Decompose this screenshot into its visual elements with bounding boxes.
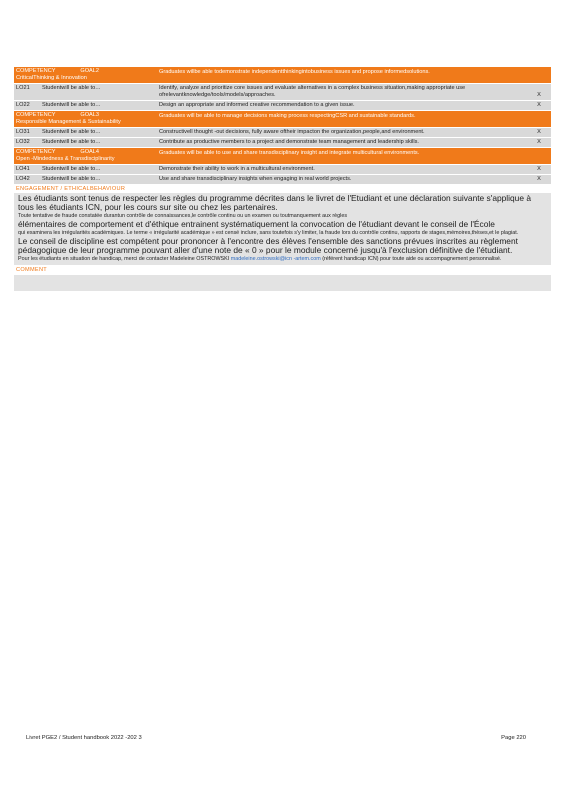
- goal-statement: Graduates willbe able todemonstrate independentthinkingintobusiness issues and propose informedsolutions.: [159, 69, 430, 75]
- comment-heading: COMMENT: [16, 267, 47, 274]
- contact-text: Pour les étudiants en situation de handicap, merci de contacter Madeleine OSTROWSKI: [18, 256, 230, 263]
- outcome-subject: Studentwill be able to…: [42, 175, 101, 182]
- contact-email-link[interactable]: madeleine.ostrowski@icn -artem.com: [230, 256, 321, 263]
- goal-header: [14, 67, 157, 83]
- outcome-text: Identify, analyze and prioritize core issues and evaluate alternatives in a complex business situation,making appropriate use ofrelevantknowledge/tools/models/approaches.: [159, 84, 466, 98]
- outcome-label: [14, 128, 157, 137]
- page-footer: [26, 735, 526, 741]
- footer-title: Livret PGE2 / Student handbook 2022 -202 3: [26, 735, 142, 741]
- learning-goals-table: [14, 66, 551, 291]
- outcome-subject: Studentwill be able to…: [42, 101, 101, 108]
- outcome-id: LO32: [16, 138, 30, 145]
- engagement-paragraph: Le conseil de discipline est compétent pour prononcer à l'encontre des élèves l'ensemble des sanctions prévues inscrites au règlement pédagogique de leur programme pouvant aller d'une note de « 0 » pour le module concerné jusqu'à l'exclusion définitive de l'étudiant.: [18, 235, 518, 256]
- outcome-mark: X: [537, 128, 541, 135]
- engagement-heading: ENGAGEMENT / ETHICALBEHAVIOUR: [16, 185, 126, 192]
- outcome-mark: X: [537, 165, 541, 172]
- table-row: [14, 137, 551, 147]
- outcome-mark: X: [537, 91, 541, 98]
- outcome-mark: X: [537, 175, 541, 182]
- outcome-subject: Studentwill be able to…: [42, 84, 101, 91]
- competency-label: COMPETENCY: [16, 148, 56, 155]
- goal-row: [14, 110, 551, 127]
- engagement-paragraph: Toute tentative de fraude constatée durantun contrôle de connaissances,le contrôle continu ou un examen ou toutmanquement aux règles: [18, 213, 348, 220]
- competency-label: COMPETENCY: [16, 111, 56, 118]
- table-row: [14, 164, 551, 174]
- outcome-mark: X: [537, 138, 541, 145]
- goal-row: [14, 147, 551, 164]
- outcome-subject: Studentwill be able to…: [42, 165, 101, 172]
- disability-contact: [18, 256, 547, 263]
- goal-header: [14, 111, 157, 127]
- goal-id: GOAL2: [80, 68, 100, 74]
- engagement-paragraph: élémentaires de comportement et d'éthique entrainent systématiquement la convocation de l'étudiant devant le conseil de l'École: [18, 219, 495, 230]
- outcome-id: LO31: [16, 128, 30, 135]
- outcome-label: [14, 165, 157, 174]
- engagement-paragraph: Les étudiants sont tenus de respecter les règles du programme décrites dans le livret de l'Etudiant et une déclaration suivante s'applique à tous les étudiants ICN, pour les cours sur site ou chez les partenaires.: [18, 192, 531, 213]
- contact-text: (référent handicap ICN) pour toute aide ou accompagnement personnalisé.: [322, 256, 502, 263]
- engagement-section: [14, 193, 551, 265]
- outcome-label: [14, 138, 157, 147]
- outcome-subject: Studentwill be able to…: [42, 128, 101, 135]
- outcome-mark: X: [537, 101, 541, 108]
- table-row: [14, 127, 551, 137]
- goal-row: [14, 66, 551, 83]
- goal-statement: Graduates will be able to manage decisions making process respectingCSR and sustainable standards.: [159, 112, 416, 119]
- outcome-text: Demonstrate their ability to work in a multicultural environment.: [159, 165, 315, 172]
- goal-id: GOAL3: [80, 111, 100, 118]
- competency-label: COMPETENCY: [16, 68, 56, 74]
- outcome-text: Use and share transdisciplinary insights when engaging in real world projects.: [159, 175, 352, 182]
- goal-header: [14, 148, 157, 164]
- table-row: [14, 100, 551, 110]
- outcome-id: LO42: [16, 175, 30, 182]
- outcome-subject: Studentwill be able to…: [42, 138, 101, 145]
- outcome-text: Design an appropriate and informed creative recommendation to a given issue.: [159, 101, 355, 108]
- outcome-text: Contribute as productive members to a project and demonstrate team management and leadership skills.: [159, 138, 419, 145]
- goal-name: Responsible Management & Sustainability: [16, 118, 121, 125]
- outcome-label: [14, 101, 157, 110]
- goal-statement: Graduates will be able to use and share transdisciplinary insight and integrate multicultural environments.: [159, 149, 420, 156]
- outcome-id: LO21: [16, 84, 30, 91]
- engagement-paragraph: qui examinera les irrégularités académiques. Le terme « irrégularité académique » est censé inclure, sans toutefois s'y limiter, la fraude lors du contrôle continu, rapports de stages,mémoires,thèses,et le plagiat.: [18, 229, 519, 236]
- outcome-id: LO41: [16, 165, 30, 172]
- outcome-text: Constructivell thought -out decisions, fully aware oftheir impacton the organization,people,and environment.: [159, 128, 425, 135]
- table-row: [14, 83, 551, 100]
- page-number: Page 220: [501, 735, 526, 741]
- goal-name: Open -Mindedness & Transdisciplinarity: [16, 155, 115, 162]
- outcome-id: LO22: [16, 101, 30, 108]
- table-row: [14, 174, 551, 184]
- goal-name: CriticalThinking & Innovation: [16, 74, 87, 81]
- comment-box: [14, 275, 551, 291]
- outcome-label: [14, 175, 157, 184]
- outcome-label: [14, 84, 157, 100]
- goal-id: GOAL4: [80, 148, 100, 155]
